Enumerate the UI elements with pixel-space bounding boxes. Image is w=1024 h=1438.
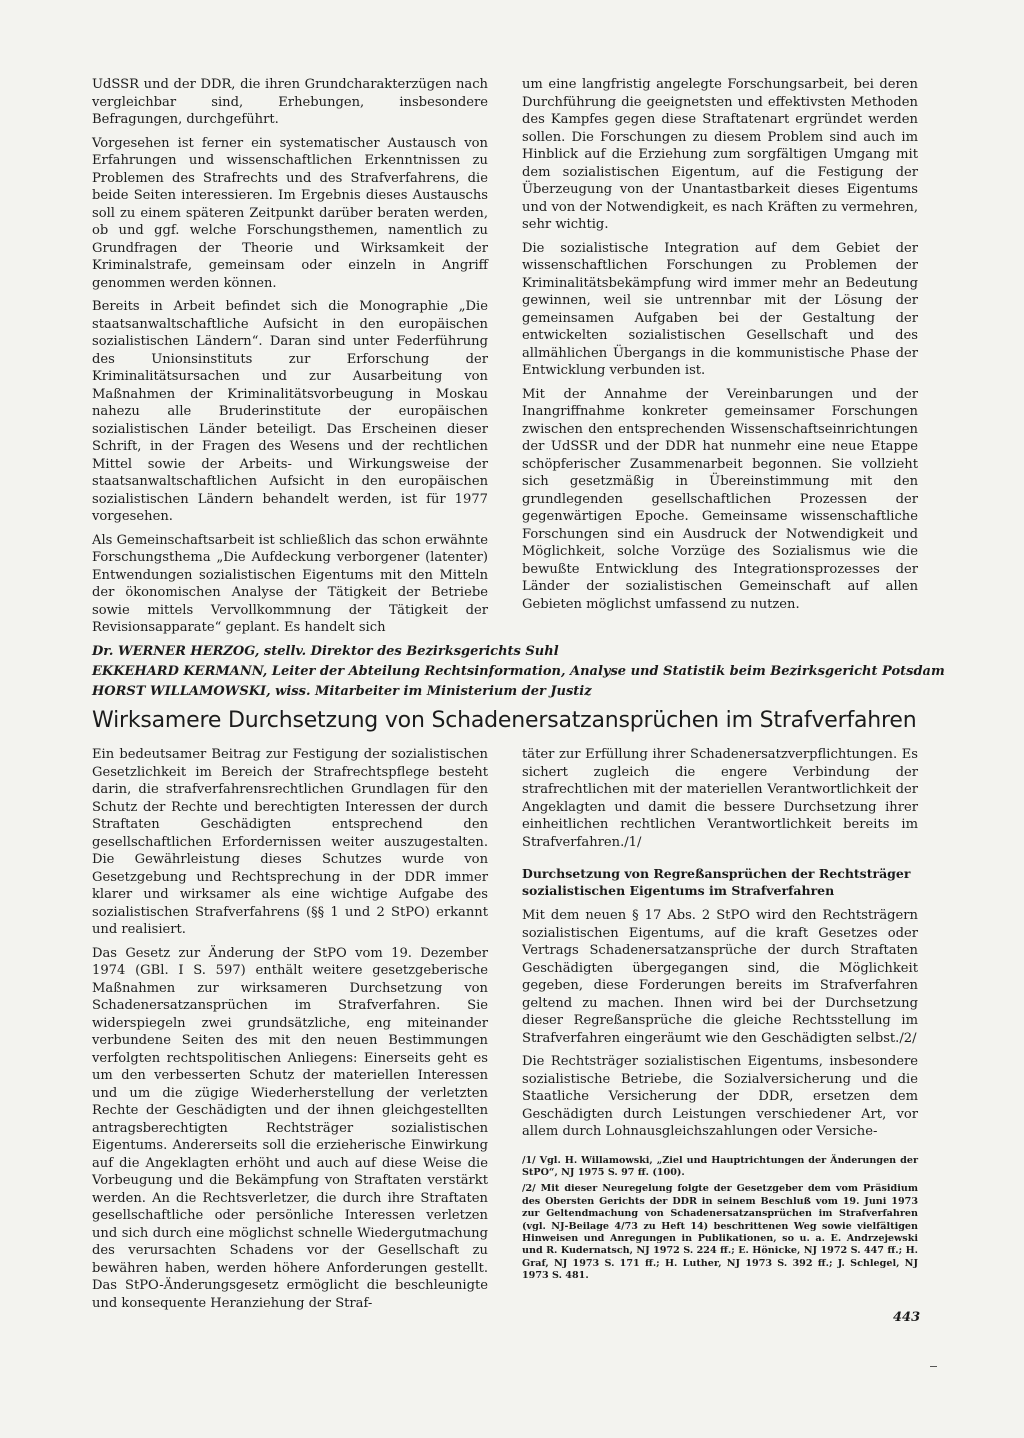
section-heading: Durchsetzung von Regreßansprüchen der Rechtsträger sozialistischen Eigentums im Strafverfahren	[522, 866, 911, 898]
paragraph: Das Gesetz zur Änderung der StPO vom 19. Dezember 1974 (GBl. I S. 597) enthält weitere gesetzgeberische Maßnahmen zur wirksameren Durchsetzung von Schadenersatzansprüchen im Strafverfahren. Sie widerspiegeln zwei grundsätzliche, eng miteinander verbundene Seiten des mit den neuen Bestimmungen verfolgten rechtspolitischen Anliegens: Einerseits geht es um den verbesserten Schutz der materiellen Interessen und um die zügige Wiederherstellung der verletzten Rechte der Geschädigten und der ihnen gleichgestellten antragsberechtigten Rechtsträger sozialistischen Eigentums. Andererseits soll die erzieherische Einwirkung auf die Angeklagten erhöht und auch auf diese Weise die Vorbeugung und die Bekämpfung von Straftaten verstärkt werden. An die Rechtsverletzer, die durch ihre Straftaten gesellschaftliche oder persönliche Interessen verletzen und sich durch eine möglichst schnelle Wiedergutmachung des verursachten Schadens vor der Gesellschaft zu bewähren haben, werden höhere Anforderungen gestellt. Das StPO-Änderungsgesetz ermöglicht die beschleunigte und konsequente Heranziehung der Straf-	[92, 945, 488, 1311]
paragraph: Die sozialistische Integration auf dem Gebiet der wissenschaftlichen Forschungen zu Problemen der Kriminalitätsbekämpfung wird immer mehr an Bedeutung gewinnen, weil sie untrennbar mit der Lösung der gemeinsamen Aufgaben bei der Gestaltung der entwickelten sozialistischen Gesellschaft und des allmählichen Übergangs in die kommunistische Phase der Entwicklung verbunden ist.	[522, 240, 918, 378]
paragraph: täter zur Erfüllung ihrer Schadenersatzverpflichtungen. Es sichert zugleich die engere Verbindung der strafrechtlichen mit der materiellen Verantwortlichkeit der Angeklagten und damit die bessere Durchsetzung ihrer einheitlichen rechtlichen Verantwortlichkeit bereits im Strafverfahren./1/	[522, 747, 918, 850]
paragraph: Bereits in Arbeit befindet sich die Monographie „Die staatsanwaltschaftliche Aufsicht in den europäischen sozialistischen Ländern“. Daran sind unter Federführung des Unionsinstituts zur Erforschung der Kriminalitätsursachen und zur Ausarbeitung von Maßnahmen der Kriminalitätsvorbeugung in Moskau nahezu alle Bruderinstitute der europäischen sozialistischen Länder beteiligt. Das Erscheinen dieser Schrift, in der Fragen des Wesens und der rechtlichen Mittel sowie der Arbeits- und Wirkungsweise der staatsanwaltschaftlichen Aufsicht in den europäischen sozialistischen Ländern behandelt werden, ist für 1977 vorgesehen.	[92, 299, 488, 524]
paragraph: Als Gemeinschaftsarbeit ist schließlich das schon erwähnte Forschungsthema „Die Aufdeckung verborgener (latenter) Entwendungen sozialistischen Eigentums mit den Mitteln der ökonomischen Analyse der Tätigkeit der Betriebe sowie mittels Vervollkommnung der Tätigkeit der Revisionsapparate“ geplant. Es handelt sich	[92, 532, 488, 635]
author-line: Dr. WERNER HERZOG, stellv. Direktor des Bezirksgerichts Suhl	[92, 644, 559, 659]
footnote: /1/ Vgl. H. Willamowski, „Ziel und Hauptrichtungen der Änderungen der StPO“, NJ 1975 S. 97 ff. (100).	[522, 1154, 918, 1178]
footnote: /2/ Mit dieser Neuregelung folgte der Gesetzgeber dem vom Präsidium des Obersten Gerichts der DDR in seinem Beschluß vom 19. Juni 1973 zur Geltendmachung von Schadenersatzansprüchen im Strafverfahren (vgl. NJ-Beilage 4/73 zu Heft 14) beschrittenen Weg sowie vielfältigen Hinweisen und Anregungen in Publikationen, so u. a. E. Andrzejewski und R. Kudernatsch, NJ 1972 S. 224 ff.; E. Hönicke, NJ 1972 S. 447 ff.; H. Graf, NJ 1973 S. 171 ff.; H. Luther, NJ 1973 S. 392 ff.; J. Schlegel, NJ 1973 S. 481.	[522, 1183, 918, 1282]
paragraph: Die Rechtsträger sozialistischen Eigentums, insbesondere sozialistische Betriebe, die Sozialversicherung und die Staatliche Versicherung der DDR, ersetzen dem Geschädigten durch Leistungen verschiedener Art, vor allem durch Lohnausgleichszahlungen oder Versiche-	[522, 1054, 918, 1139]
bottom-left-column	[92, 746, 488, 1318]
author-list	[92, 642, 945, 702]
page-number: 443	[893, 1310, 921, 1325]
author-line: EKKEHARD KERMANN, Leiter der Abteilung Rechtsinformation, Analyse und Statistik beim Bezirksgericht Potsdam	[92, 664, 945, 679]
corner-mark	[930, 1362, 937, 1367]
paragraph: um eine langfristig angelegte Forschungsarbeit, bei deren Durchführung die geeignetsten und effektivsten Methoden des Kampfes gegen diese Straftatenart ergründet werden sollen. Die Forschungen zu diesem Problem sind auch im Hinblick auf die Erziehung zum sorgfältigen Umgang mit dem sozialistischen Eigentum, auf die Festigung der Überzeugung von der Unantastbarkeit dieses Eigentums und von der Notwendigkeit, es nach Kräften zu vermehren, sehr wichtig.	[522, 77, 918, 232]
paragraph: Vorgesehen ist ferner ein systematischer Austausch von Erfahrungen und wissenschaftlichen Erkenntnissen zu Problemen des Strafrechts und des Strafverfahrens, die beide Seiten interessieren. Im Ergebnis dieses Austauschs soll zu einem späteren Zeitpunkt darüber beraten werden, ob und ggf. welche Forschungsthemen, namentlich zu Grundfragen der Theorie und Wirksamkeit der Kriminalstrafe, gemeinsam oder einzeln in Angriff genommen werden können.	[92, 135, 488, 291]
article-title: Wirksamere Durchsetzung von Schadenersatzansprüchen im Strafverfahren	[92, 708, 917, 733]
paragraph: Ein bedeutsamer Beitrag zur Festigung der sozialistischen Gesetzlichkeit im Bereich der Strafrechtspflege besteht darin, die strafverfahrensrechtlichen Grundlagen für den Schutz der Rechte und berechtigten Interessen der durch Straftaten Geschädigten entsprechend den gesellschaftlichen Erfordernissen weiter auszugestalten. Die Gewährleistung dieses Schutzes wurde von Gesetzgebung und Rechtsprechung in der DDR immer klarer und wirksamer als eine wichtige Aufgabe des sozialistischen Strafverfahrens (§§ 1 und 2 StPO) erkannt und realisiert.	[92, 747, 488, 937]
footnotes	[522, 1155, 918, 1283]
top-left-column	[92, 76, 488, 643]
top-right-column	[522, 76, 918, 619]
paragraph: Mit dem neuen § 17 Abs. 2 StPO wird den Rechtsträgern sozialistischen Eigentums, auf die kraft Gesetzes oder Vertrags Schadenersatzansprüche der durch Straftaten Geschädigten übergegangen sind, die Möglichkeit gegeben, diese Forderungen bereits im Strafverfahren geltend zu machen. Ihnen wird bei der Durchsetzung dieser Regreßansprüche die gleiche Rechtsstellung im Strafverfahren eingeräumt wie den Geschädigten selbst./2/	[522, 908, 918, 1046]
paragraph: UdSSR und der DDR, die ihren Grundcharakterzügen nach vergleichbar sind, Erhebungen, insbesondere Befragungen, durchgeführt.	[92, 77, 488, 127]
bottom-right-column	[522, 746, 918, 1287]
paragraph: Mit der Annahme der Vereinbarungen und der Inangriffnahme konkreter gemeinsamer Forschungen zwischen den entsprechenden Wissenschaftseinrichtungen der UdSSR und der DDR hat nunmehr eine neue Etappe schöpferischer Zusammenarbeit begonnen. Sie vollzieht sich gesetzmäßig in Übereinstimmung mit den grundlegenden gesellschaftlichen Prozessen der gegenwärtigen Epoche. Gemeinsame wissenschaftliche Forschungen sind ein Ausdruck der Notwendigkeit und Möglichkeit, solche Vorzüge des Sozialismus wie die bewußte Entwicklung des Integrationsprozesses der Länder der sozialistischen Gemeinschaft auf allen Gebieten möglichst umfassend zu nutzen.	[522, 386, 918, 612]
author-line: HORST WILLAMOWSKI, wiss. Mitarbeiter im Ministerium der Justiz	[92, 684, 592, 699]
